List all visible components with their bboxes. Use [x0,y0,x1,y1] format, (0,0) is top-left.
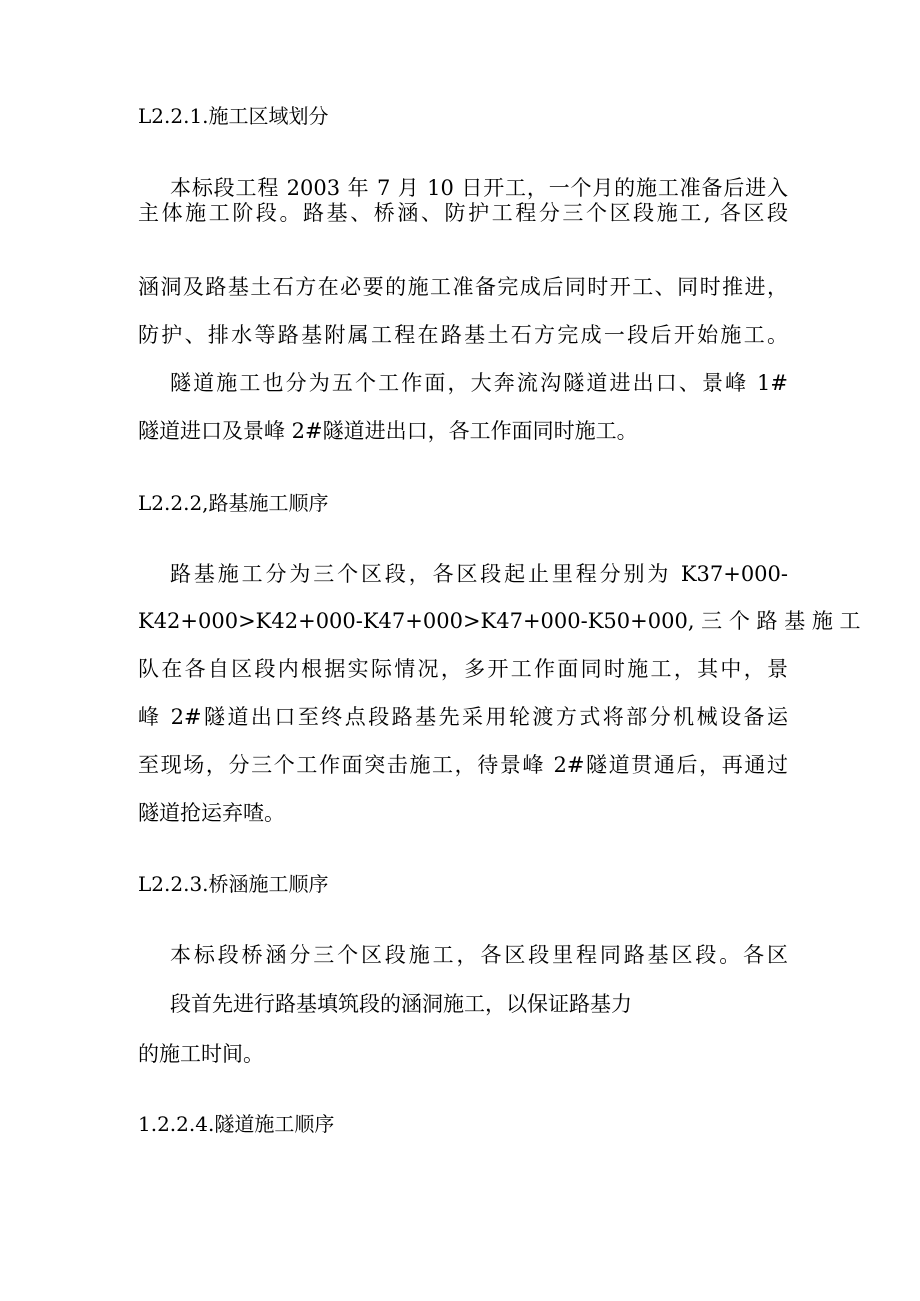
paragraph-line: 隧道进口及景峰 2#隧道进出口，各工作面同时施工。 [138,419,638,443]
paragraph-line: 的施工时间。 [138,1042,264,1066]
paragraph-line: 防护、排水等路基附属工程在路基土石方完成一段后开始施工。 [138,323,788,347]
section-heading-2: L2.2.2,路基施工顺序 [138,491,329,515]
paragraph-line: 本标段桥涵分三个区段施工，各区段里程同路基区段。各区 [170,943,788,967]
paragraph-line: 隧道施工也分为五个工作面，大奔流沟隧道进出口、景峰 1# [170,371,788,395]
paragraph-line: 主体施工阶段。路基、桥涵、防护工程分三个区段施工, 各区段 [138,201,788,225]
paragraph-line: 本标段工程 2003 年 7 月 10 日开工，一个月的施工准备后进入 [170,176,788,200]
paragraph-line: K42+000>K42+000-K47+000>K47+000-K50+000, 三 个 路 基 施 工 [138,609,861,633]
paragraph-line: 队在各自区段内根据实际情况，多开工作面同时施工，其中，景 [138,657,788,681]
section-heading-3: L2.2.3.桥涵施工顺序 [138,872,329,896]
paragraph-line: 段首先进行路基填筑段的涵洞施工，以保证路基力 [170,992,632,1016]
paragraph-line: 隧道抢运弃喳。 [138,801,285,825]
paragraph-line: 至现场，分三个工作面突击施工，待景峰 2#隧道贯通后，再通过 [138,753,788,777]
paragraph-line: 路基施工分为三个区段，各区段起止里程分别为 K37+000- [170,562,788,586]
section-heading-4: 1.2.2.4.隧道施工顺序 [138,1112,335,1136]
section-heading-1: L2.2.1.施工区域划分 [138,104,329,128]
paragraph-line: 峰 2#隧道出口至终点段路基先采用轮渡方式将部分机械设备运 [138,705,788,729]
paragraph-line: 涵洞及路基土石方在必要的施工准备完成后同时开工、同时推进， [138,275,788,299]
